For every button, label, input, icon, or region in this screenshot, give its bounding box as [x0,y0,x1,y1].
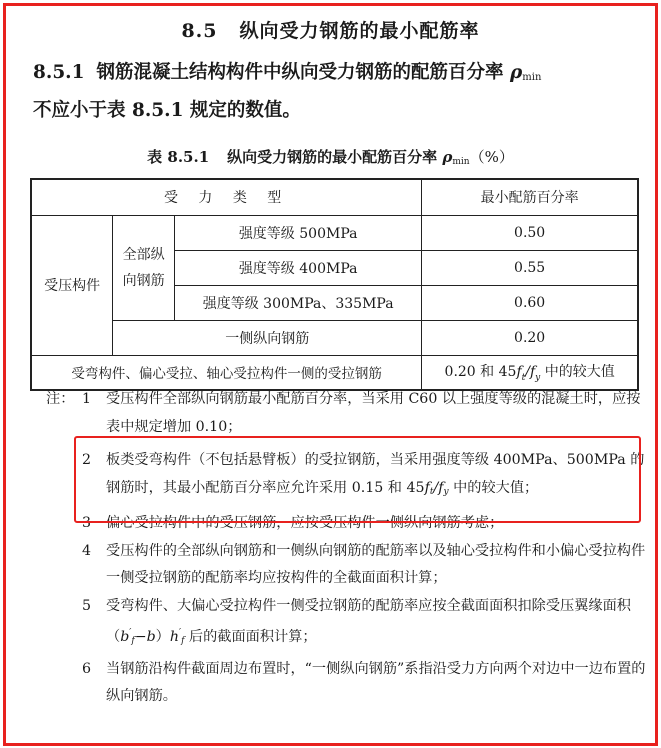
grade-label: 强度等级 400MPa [175,250,422,285]
bending-tension-label: 受弯构件、偏心受拉、轴心受拉构件一侧的受拉钢筋 [31,355,422,390]
bending-value-suffix: 中的较大值 [540,364,615,381]
note-number: 3 [82,515,92,531]
section-heading [0,16,661,43]
note-item [46,386,646,441]
note-text-end: 后的截面面积计算； [188,629,317,645]
rho-subscript: min [522,72,542,83]
table-row [31,215,638,250]
note-item [46,656,646,711]
reinforcement-table [30,178,639,391]
note-item [46,538,646,593]
compression-member-cell: 受压构件 [31,215,113,355]
bending-tension-value [422,355,638,390]
section-title: 纵向受力钢筋的最小配筋率 [239,20,480,42]
note-text: 受压构件的全部纵向钢筋和一侧纵向钢筋的配筋率以及轴心受拉构件和小偏心受拉构件一侧受拉钢筋的配筋率均应按构件的全截面面积计算； [106,542,646,586]
note-text: 受压构件全部纵向钢筋最小配筋百分率，当采用 C60 以上强度等级的混凝土时，应按表中规定增加 0.10； [106,391,641,435]
note-text: 偏心受拉构件中的受压钢筋，应按受压构件一侧纵向钢筋考虑； [106,515,504,531]
formula-ft-fy: $f_t/f_y$ [424,479,449,497]
table-rho-symbol: ρ [442,148,453,166]
table-title: 纵向受力钢筋的最小配筋百分率 [227,148,443,166]
formula-flange-area: $b'_f-b$ [120,628,156,646]
formula-flange-height: $h'_f$ [169,628,185,646]
grade-label: 强度等级 500MPa [175,215,422,250]
grade-label: 强度等级 300MPa、335MPa [175,285,422,320]
all-longitudinal-bars-cell: 全部纵向钢筋 [113,215,175,320]
formula-ft-fy: $f_t/f_y$ [516,364,541,384]
note-number: 4 [82,542,92,559]
table-row [31,320,638,355]
note-item: 5 受弯构件、大偏心受拉构件一侧受拉钢筋的配筋率应按全截面面积扣除受压翼缘面积$(b'_f-b)h'_f$ 后的截面面积计算； [46,593,646,656]
clause-number: 8.5.1 [33,62,85,83]
table-unit: （%） [469,148,514,166]
note-number: 5 [82,597,92,614]
grade-value: 0.60 [422,285,638,320]
table-header-row [31,179,638,215]
grade-value: 0.55 [422,250,638,285]
note-text: 当钢筋沿构件截面周边布置时，“一侧纵向钢筋”系指沿受力方向两个对边中一边布置的纵向钢筋。 [106,660,646,704]
note-text: 受弯构件、大偏心受拉构件一侧受拉钢筋的配筋率应按全截面面积扣除受压翼缘面积（ [106,597,631,645]
header-load-type: 受 力 类 型 [31,179,422,215]
grade-value: 0.50 [422,215,638,250]
one-side-bars-label: 一侧纵向钢筋 [113,320,422,355]
note-2-highlight-box [74,436,641,523]
clause-text: 钢筋混凝土结构构件中纵向受力钢筋的配筋百分率 [96,62,510,83]
note-number: 6 [82,660,92,677]
header-min-ratio: 最小配筋百分率 [422,179,638,215]
clause-text-continued: 不应小于表 8.5.1 规定的数值。 [33,100,301,121]
bending-value-prefix: 0.20 和 45 [444,364,517,381]
note-text-end: 中的较大值； [448,479,539,496]
note-number: 2 [82,452,92,468]
clause-8-5-1 [33,56,633,127]
note-text: 板类受弯构件（不包括悬臂板）的受拉钢筋，当采用强度等级 400MPa、500MPa 的钢筋时，其最小配筋百分率应允许采用 0.15 和 45 [106,452,645,496]
table-notes [46,386,646,711]
table-number: 表 8.5.1 [147,148,210,166]
table-row [31,355,638,390]
rho-symbol: ρ [509,62,523,83]
section-number: 8.5 [181,20,218,42]
one-side-bars-value: 0.20 [422,320,638,355]
notes-lead: 注： [46,391,75,407]
note-number: 1 [82,391,92,407]
table-caption [0,146,661,167]
table-rho-subscript: min [452,157,470,167]
